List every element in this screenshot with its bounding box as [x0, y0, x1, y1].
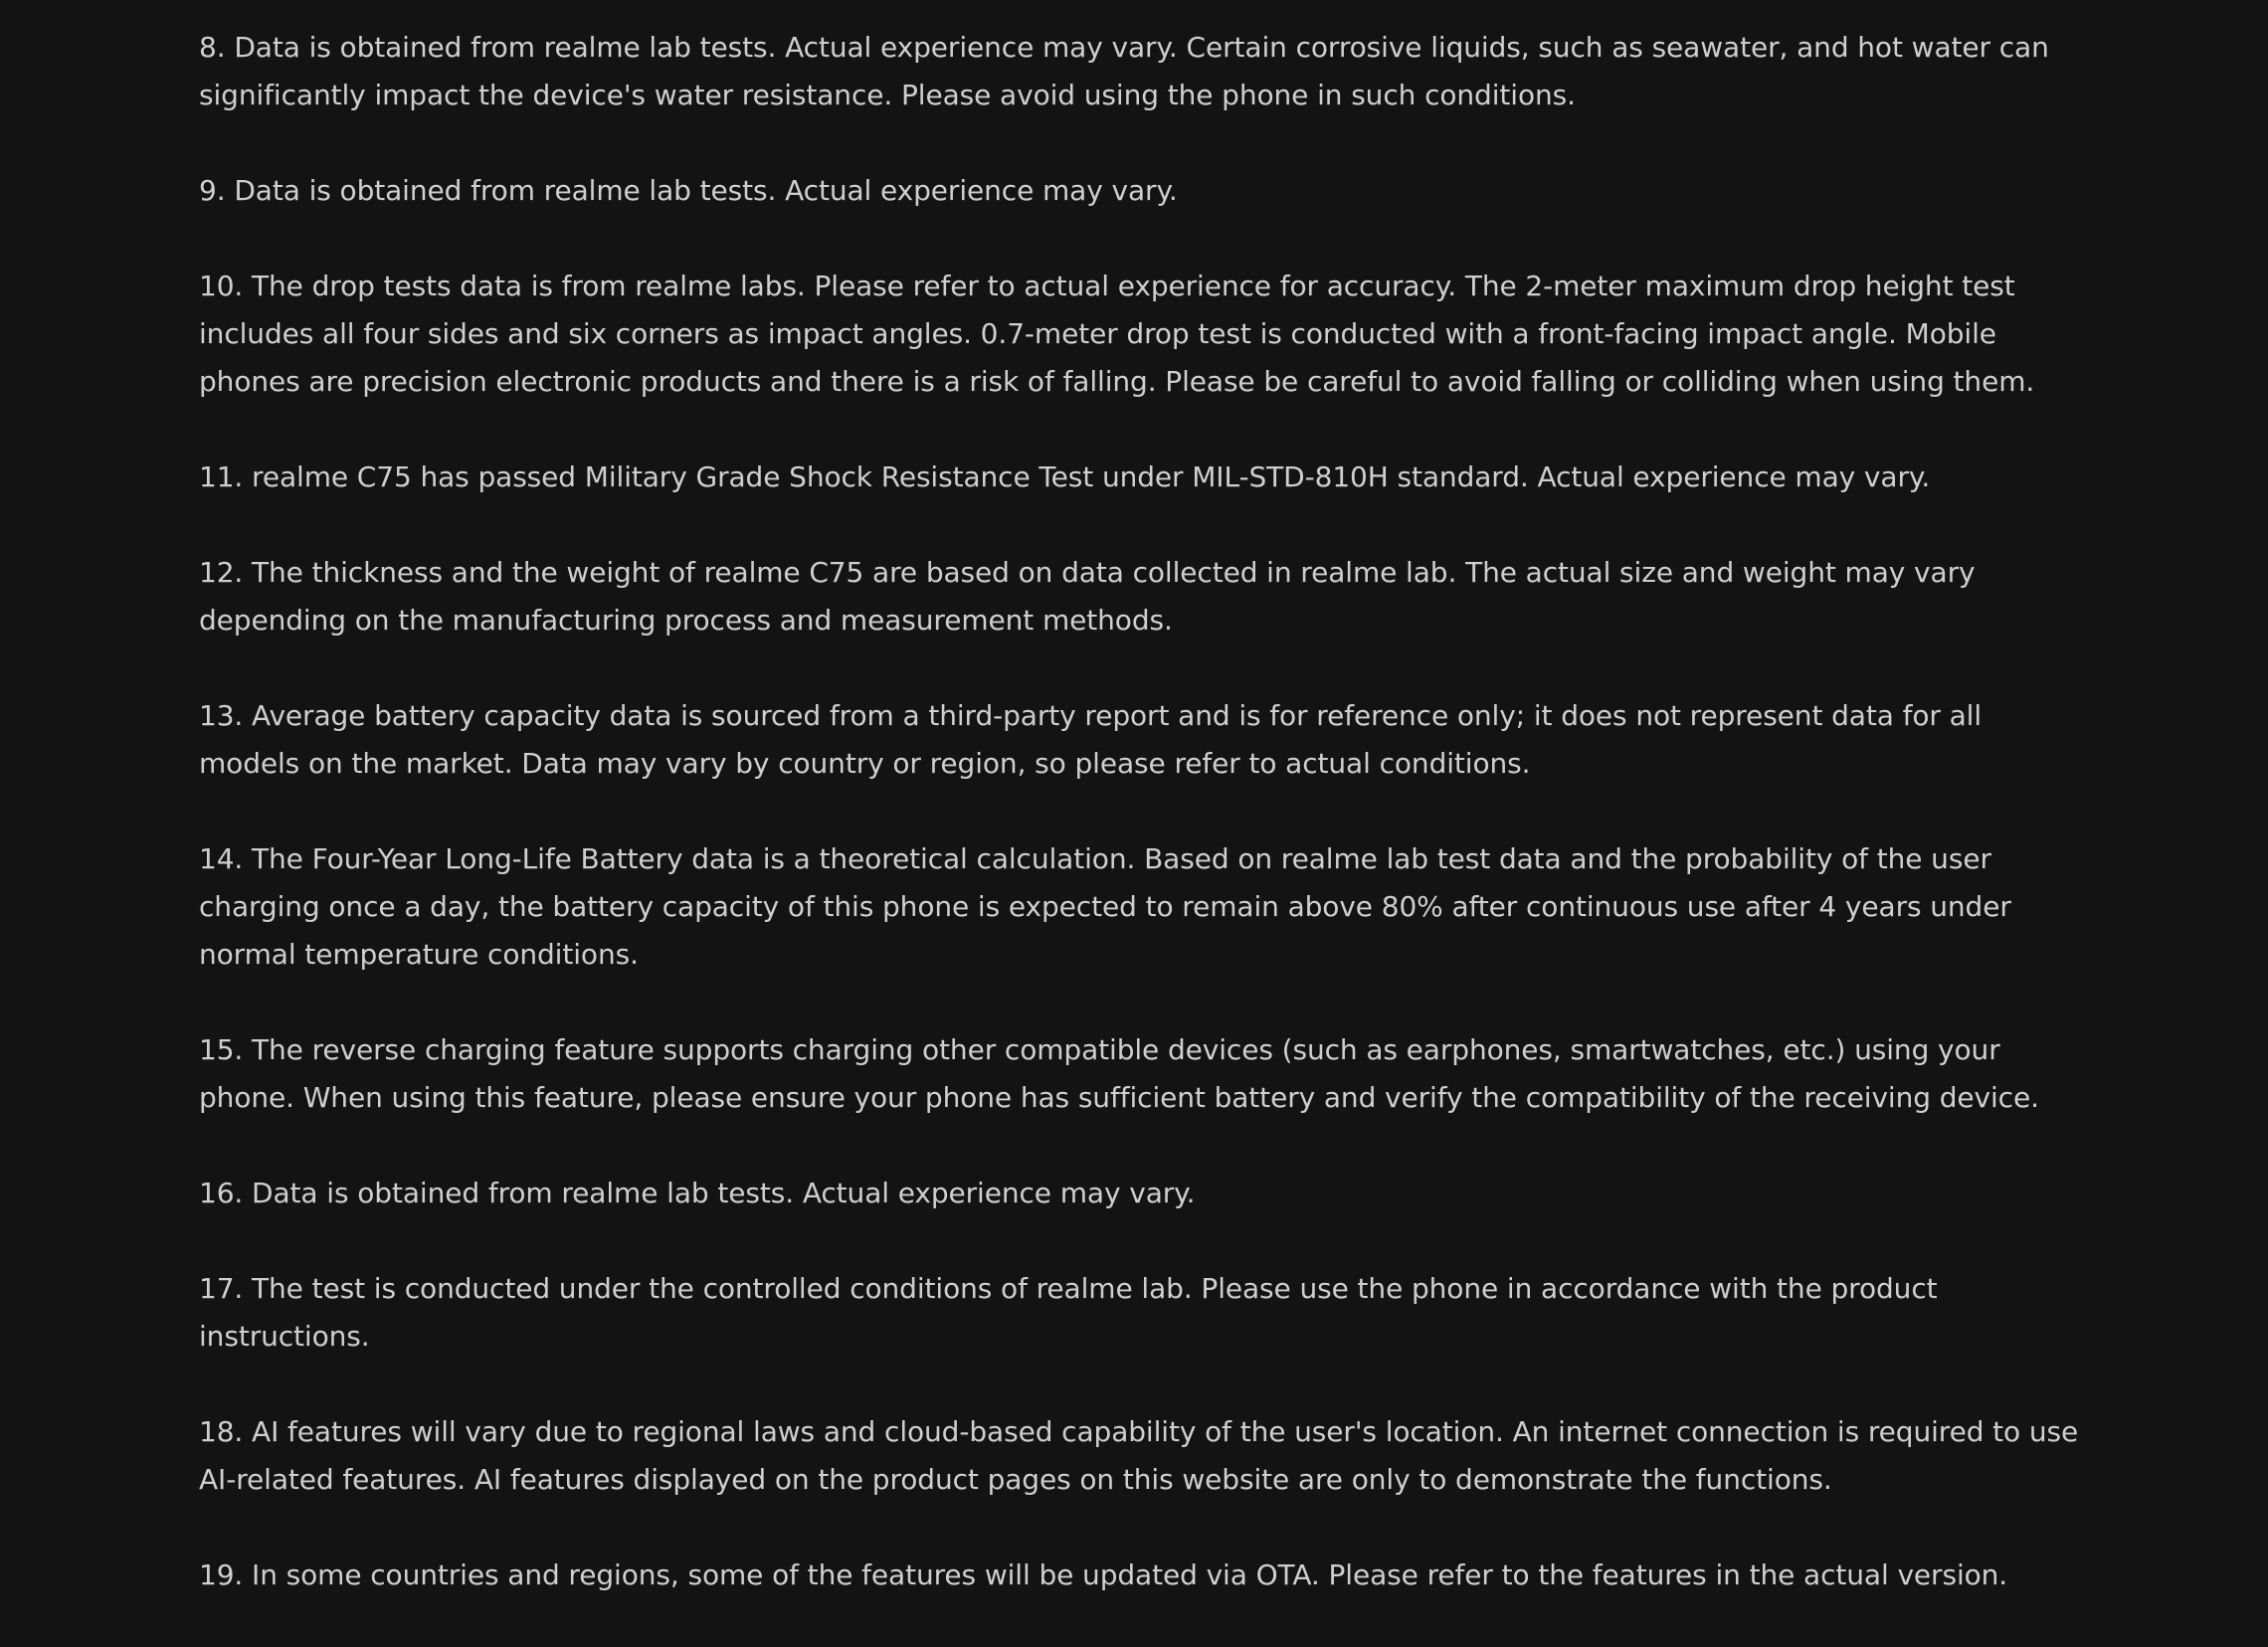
footnote-line: impact the device's water resistance. Please avoid using the phone in such conditions.: [374, 79, 1576, 111]
footnote-12: [199, 549, 2089, 644]
footnote-14: [199, 835, 2089, 979]
footnote-19: [199, 1552, 2089, 1599]
footnote-9: [199, 167, 2089, 215]
footnote-line: 8. Data is obtained from realme lab tests. Actual experience may vary. Certain corrosive liquids, such as seawater, and hot water can significantly: [199, 31, 2049, 111]
footnote-line: using this feature, please ensure your phone has sufficient battery and verify the compatibility of the receiving device.: [391, 1081, 2039, 1114]
footnote-line: 11. realme C75 has passed Military Grade Shock Resistance Test under MIL-STD-810H standard. Actual experience may vary.: [199, 460, 1931, 493]
footnote-line: 15. The reverse charging feature supports charging other compatible devices (such as earphones, smartwatches, etc.) using your phone. When: [199, 1033, 2000, 1114]
footnote-line: 16. Data is obtained from realme lab tests. Actual experience may vary.: [199, 1177, 1196, 1209]
footnote-line: 9. Data is obtained from realme lab tests. Actual experience may vary.: [199, 174, 1178, 207]
footnote-line: 10. The drop tests data is from realme labs. Please refer to actual experience for accuracy. The 2-meter maximum drop height test includes all: [199, 270, 2015, 350]
footnote-line: market. Data may vary by country or region, so please refer to actual conditions.: [405, 747, 1531, 780]
footnote-line: manufacturing process and measurement methods.: [452, 604, 1173, 637]
footnote-17: [199, 1265, 2089, 1361]
footnote-8: [199, 24, 2089, 119]
footnote-16: [199, 1170, 2089, 1217]
footnotes-list: [199, 24, 2089, 1647]
footnote-18: [199, 1408, 2089, 1504]
footnote-line: 19. In some countries and regions, some of the features will be updated via OTA. Please refer to the features in the actual version.: [199, 1558, 2008, 1591]
footnote-13: [199, 692, 2089, 788]
footnote-line: 17. The test is conducted under the controlled conditions of realme lab. Please use the phone in accordance with the product instructions.: [199, 1272, 1938, 1353]
footnote-line: 14. The Four-Year Long-Life Battery data is a theoretical calculation. Based on realme lab test data and the probability of the user charging once: [199, 842, 1991, 923]
footnote-line: four sides and six corners as impact angles. 0.7-meter drop test is conducted with a front-facing impact angle. Mobile phones are precision: [199, 317, 1996, 398]
footnote-11: [199, 454, 2089, 501]
footnote-line: electronic products and there is a risk of falling. Please be careful to avoid falling or colliding when using them.: [495, 365, 2035, 398]
footnote-15: [199, 1026, 2089, 1122]
footnote-line: a day, the battery capacity of this phone is expected to remain above 80% after continuous use after 4 years under normal temperature: [199, 890, 2011, 971]
footnote-line: AI-related features. AI features displayed on the product pages on this website are only to demonstrate the functions.: [199, 1463, 1832, 1496]
footnote-10: [199, 263, 2089, 406]
footnote-line: 13. Average battery capacity data is sourced from a third-party report and is for reference only; it does not represent data for all models on the: [199, 699, 1983, 780]
footnote-line: conditions.: [487, 938, 639, 971]
footnote-line: 12. The thickness and the weight of realme C75 are based on data collected in realme lab. The actual size and weight may vary depending on the: [199, 556, 1976, 637]
footnote-line: 18. AI features will vary due to regional laws and cloud-based capability of the user's location. An internet connection is required to use: [199, 1415, 2079, 1448]
